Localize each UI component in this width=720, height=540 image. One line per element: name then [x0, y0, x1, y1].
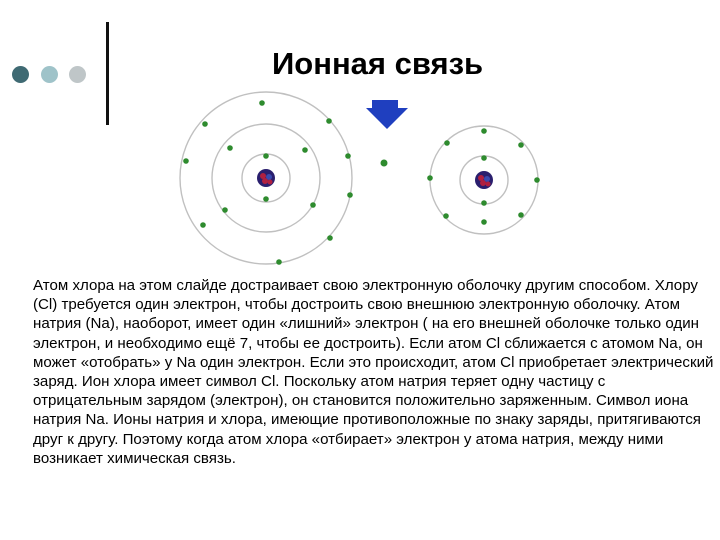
dot-gray: [69, 66, 86, 83]
cl-nucleus: [257, 169, 275, 187]
cl-electron: [202, 121, 208, 127]
cl-electron: [263, 196, 269, 202]
cl-electron: [345, 153, 351, 159]
na-electron: [443, 213, 449, 219]
dot-light: [41, 66, 58, 83]
cl-electron: [200, 222, 206, 228]
cl-electron: [327, 235, 333, 241]
body-paragraph: Атом хлора на этом слайде достраивает свою электронную оболочку другим способом. Хлору (Cl) требуется один электрон, чтобы достроить свою внешнюю электронную оболочку. Атом натрия (Na), наоборот, имеет один «лишний» электрон ( на его внешней оболочке только один электрон, и необходимо ещё 7, чтобы ее достроить). Если атом Cl сближается с атомом Na, он может «отобрать» у Na один электрон. Если это происходит, атом Cl приобретает электрический заряд. Ион хлора имеет символ Cl. Поскольку атом натрия теряет одну частицу с отрицательным зарядом (электрон), он становится положительно заряженным. Символ иона натрия Na. Ионы натрия и хлора, имеющие противоположные по знаку заряды, притягиваются друг к другу. Поэтому когда атом хлора «отбирает» электрон у атома натрия, между ними возникает химическая связь.: [33, 277, 714, 467]
cl-electron: [326, 118, 332, 124]
na-electron: [518, 142, 524, 148]
na-electron: [481, 200, 487, 206]
cl-electron: [259, 100, 265, 106]
cl-electron: [263, 153, 269, 159]
na-electron: [518, 212, 524, 218]
na-electron: [534, 177, 540, 183]
dot-dark: [12, 66, 29, 83]
cl-electron: [302, 147, 308, 153]
arrow-shaft: [376, 100, 398, 110]
atom-diagram: [0, 90, 720, 270]
na-electron: [481, 219, 487, 225]
page-title: Ионная связь: [272, 46, 484, 81]
cl-electron: [227, 145, 233, 151]
cl-electron: [222, 207, 228, 213]
cl-electron: [347, 192, 353, 198]
navigation-dots-icon: [12, 66, 92, 84]
na-electron: [481, 128, 487, 134]
cl-electron: [276, 259, 282, 265]
cl-electron: [310, 202, 316, 208]
na-nucleus: [475, 171, 493, 189]
na-electron: [444, 140, 450, 146]
na-electron: [427, 175, 433, 181]
transfer-electron: [381, 160, 388, 167]
na-electron: [481, 155, 487, 161]
cl-electron: [183, 158, 189, 164]
